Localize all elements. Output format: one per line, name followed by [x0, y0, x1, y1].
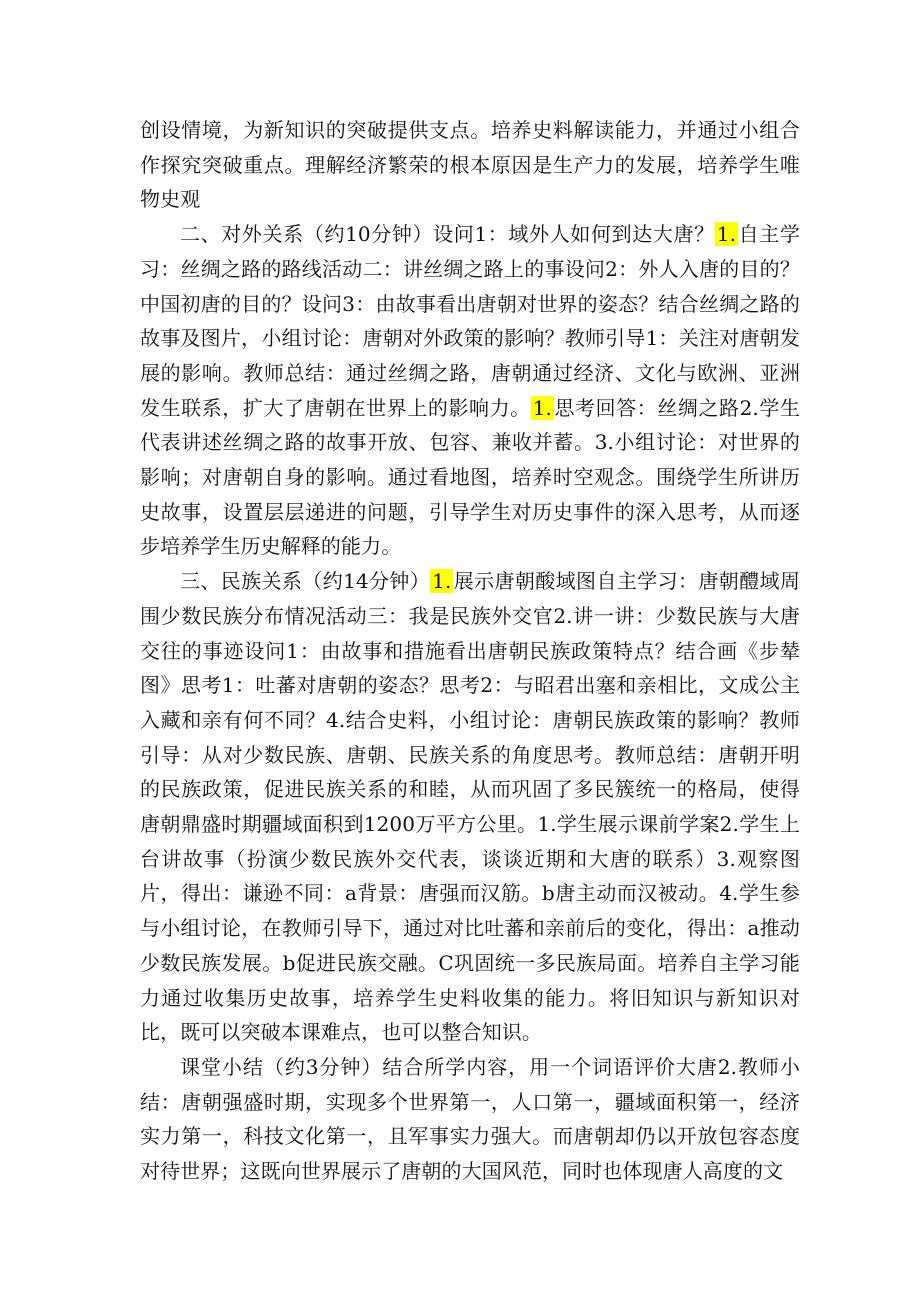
paragraph-ethnic-relations: [140, 564, 800, 1050]
text-segment: 思考回答：丝绸之路2.学生代表讲述丝绸之路的故事开放、包容、兼收并蓄。3.小组讨论：对世界的影响；对唐朝自身的影响。通过看地图，培养时空观念。围绕学生所讲历史故事，设置层层递进的问题，引导学生对历史事件的深入思考，从而逐步培养学生历史解释的能力。: [140, 395, 800, 559]
text-segment: 展示唐朝酸域图自主学习：唐朝醴域周围少数民族分布情况活动三：我是民族外交官2.讲一讲：少数民族与大唐交往的事迹设问1：由故事和措施看出唐朝民族政策特点？结合画《步辇图》思考1：吐蕃对唐朝的姿态？思考2：与昭君出塞和亲相比，文成公主入藏和亲有何不同？4.结合史料，小组讨论：唐朝民族政策的影响？教师引导：从对少数民族、唐朝、民族关系的角度思考。教师总结：唐朝开明的民族政策，促进民族关系的和睦，从而巩固了多民簇统一的格局，使得唐朝鼎盛时期疆域面积到1200万平方公里。1.学生展示课前学案2.学生上台讲故事（扮演少数民族外交代表，谈谈近期和大唐的联系）3.观察图片，得出：谦逊不同：a背景：唐强而汉筋。b唐主动而汉被动。4.学生参与小组讨论，在教师引导下，通过对比吐蕃和亲前后的变化，得出：a推动少数民族发展。b促进民族交融。C巩固统一多民族局面。培养自主学习能力通过收集历史故事，培养学生史料收集的能力。将旧知识与新知识对比，既可以突破本课难点，也可以整合知识。: [140, 569, 801, 1045]
text-segment: 二、对外关系（约10分钟）设问1：域外人如何到达大唐？: [180, 222, 715, 247]
text-segment: 课堂小结（约3分钟）结合所学内容，用一个词语评价大唐2.教师小结：唐朝强盛时期，实现多个世界第一，人口第一，疆域面积第一，经济实力第一，科技文化第一，且军事实力强大。而唐朝却仍以开放包容态度对待世界；这既向世界展示了唐朝的大国风范，同时也体现唐人高度的文: [140, 1054, 800, 1184]
paragraph-intro-continued: [140, 113, 800, 217]
highlighted-number: 1.: [716, 222, 737, 247]
paragraph-foreign-relations: [140, 217, 800, 564]
text-segment: 自主学习：丝绸之路的路线活动二：讲丝绸之路上的事设问2：外人入唐的目的？中国初唐的目的？设问3：由故事看出唐朝对世界的姿态？结合丝绸之路的故事及图片，小组讨论：唐朝对外政策的影响？教师引导1：关注对唐朝发展的影响。教师总结：通过丝绸之路，唐朝通过经济、文化与欧洲、亚洲发生联系，扩大了唐朝在世界上的影响力。: [140, 222, 800, 420]
text-segment: 三、民族关系（约14分钟）: [180, 569, 431, 594]
highlighted-number: 1.: [532, 395, 553, 420]
highlighted-number: 1.: [432, 569, 452, 594]
paragraph-summary: [140, 1050, 800, 1189]
text-segment: 创设情境，为新知识的突破提供支点。培养史料解读能力，并通过小组合作探究突破重点。理解经济繁荣的根本原因是生产力的发展，培养学生唯物史观: [140, 118, 800, 212]
document-body: [140, 113, 800, 1189]
